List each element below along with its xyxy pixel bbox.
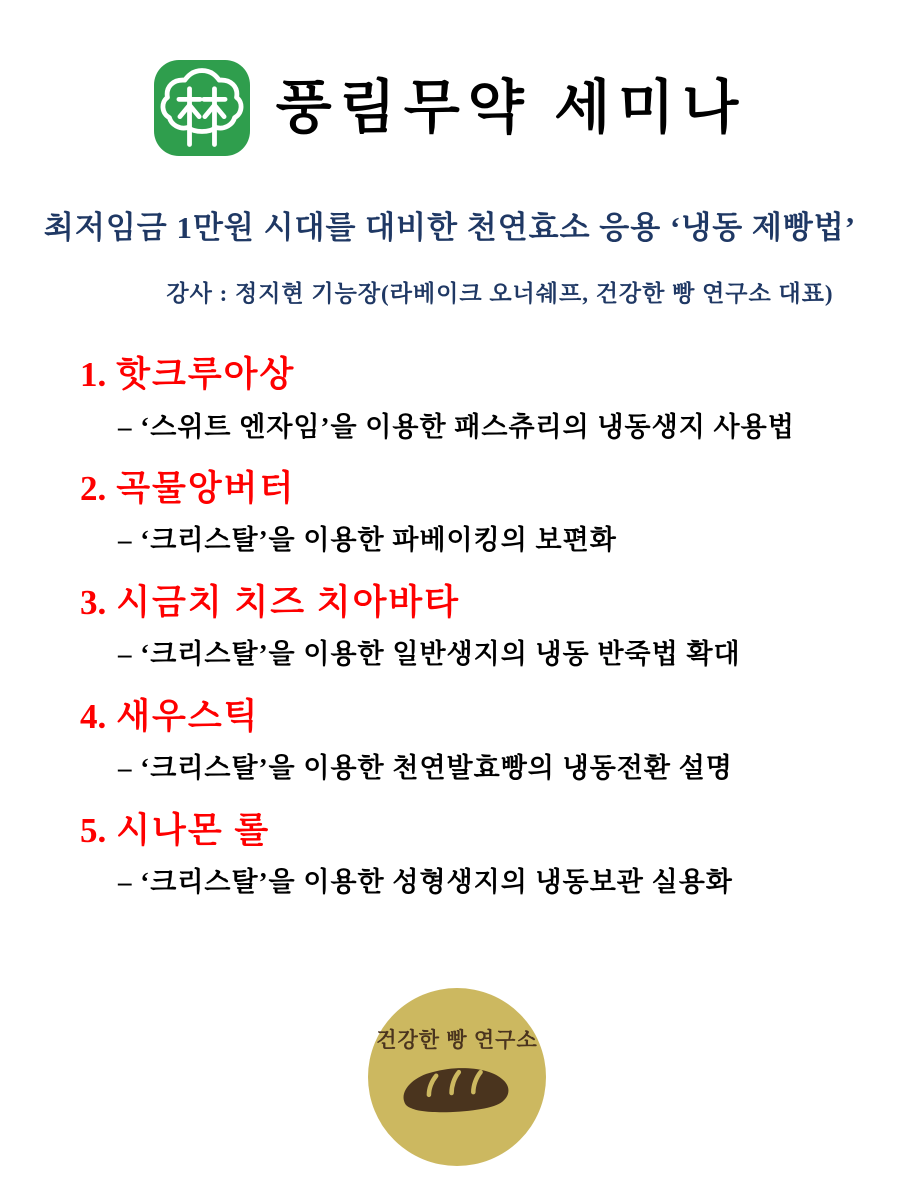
agenda-item-title xyxy=(80,808,900,854)
agenda-item-detail: – ‘크리스탈’을 이용한 일반생지의 냉동 반죽법 확대 xyxy=(118,639,741,670)
agenda-item-1 xyxy=(80,352,900,443)
agenda-item-title xyxy=(80,694,900,740)
bread-loaf-icon xyxy=(398,1064,516,1122)
seminar-subtitle: 최저임금 1만원 시대를 대비한 천연효소 응용 ‘냉동 제빵법’ xyxy=(43,210,857,245)
agenda-item-5 xyxy=(80,808,900,899)
agenda-item-3 xyxy=(80,580,900,671)
agenda-item-name: 핫크루아상 xyxy=(116,355,296,394)
agenda-item-name: 시금치 치즈 치아바타 xyxy=(116,582,461,622)
bread-lab-badge xyxy=(368,988,546,1166)
page-title: 풍림무약 세미나 xyxy=(275,75,747,141)
agenda-item-4 xyxy=(80,694,900,785)
agenda-item-2 xyxy=(80,466,900,557)
badge-label: 건강한 빵 연구소 xyxy=(376,1028,538,1052)
header xyxy=(0,0,900,156)
agenda-item-title xyxy=(80,580,900,626)
lecturer-line: 강사 : 정지현 기능장(라베이크 오너쉐프, 건강한 빵 연구소 대표) xyxy=(166,281,834,306)
agenda-item-number: 4. xyxy=(80,696,107,736)
green-tree-logo-icon xyxy=(154,60,250,156)
agenda-item-number: 2. xyxy=(80,468,107,508)
agenda-item-number: 1. xyxy=(80,355,107,394)
agenda-item-detail: – ‘크리스탈’을 이용한 성형생지의 냉동보관 실용화 xyxy=(118,867,733,898)
agenda-item-detail: – ‘크리스탈’을 이용한 파베이킹의 보편화 xyxy=(118,525,617,556)
agenda-item-number: 3. xyxy=(80,582,107,622)
agenda-item-detail: – ‘크리스탈’을 이용한 천연발효빵의 냉동전환 설명 xyxy=(118,753,733,784)
agenda-item-name: 곡물앙버터 xyxy=(116,468,296,508)
agenda-item-title xyxy=(80,352,900,398)
agenda-item-detail: – ‘스위트 엔자임’을 이용한 패스츄리의 냉동생지 사용법 xyxy=(118,411,795,442)
agenda-item-number: 5. xyxy=(80,810,107,850)
agenda-item-title xyxy=(80,466,900,512)
agenda-item-name: 시나몬 롤 xyxy=(116,810,271,850)
agenda-item-name: 새우스틱 xyxy=(116,696,260,736)
agenda-list xyxy=(0,352,900,898)
